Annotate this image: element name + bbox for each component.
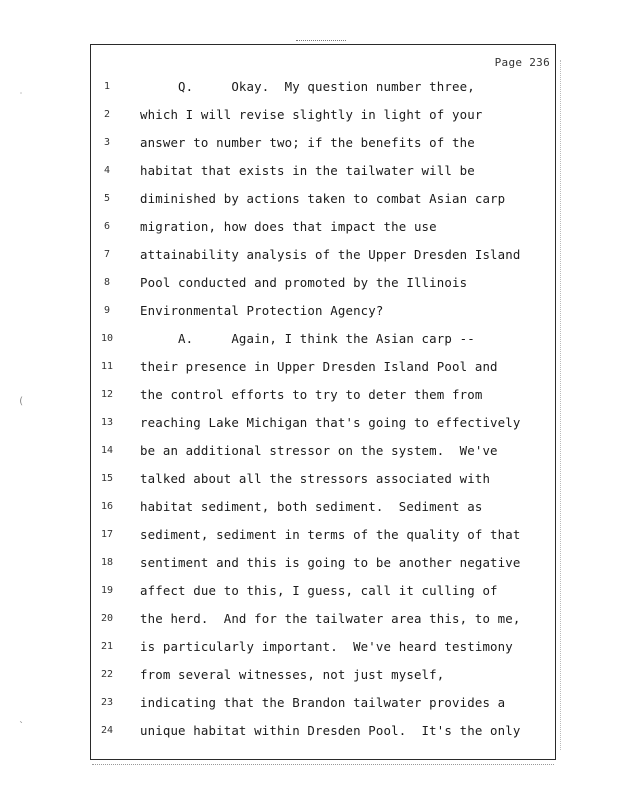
transcript-line bbox=[0, 610, 618, 630]
line-text: from several witnesses, not just myself, bbox=[140, 667, 445, 682]
line-number: 17 bbox=[100, 529, 114, 540]
line-number: 16 bbox=[100, 501, 114, 512]
line-number: 12 bbox=[100, 389, 114, 400]
line-text: indicating that the Brandon tailwater provides a bbox=[140, 695, 506, 710]
line-number: 23 bbox=[100, 697, 114, 708]
line-text: which I will revise slightly in light of your bbox=[140, 107, 483, 122]
left-margin-mark: ˎ bbox=[18, 712, 25, 723]
transcript-line bbox=[0, 134, 618, 154]
page-number: Page 236 bbox=[494, 56, 550, 69]
line-text: Environmental Protection Agency? bbox=[140, 303, 384, 318]
transcript-line bbox=[0, 554, 618, 574]
transcript-line bbox=[0, 302, 618, 322]
transcript-line bbox=[0, 638, 618, 658]
transcript-line bbox=[0, 386, 618, 406]
transcript-line bbox=[0, 470, 618, 490]
line-text: migration, how does that impact the use bbox=[140, 219, 437, 234]
line-text: their presence in Upper Dresden Island Pool and bbox=[140, 359, 498, 374]
line-text: the control efforts to try to deter them from bbox=[140, 387, 483, 402]
line-text: Pool conducted and promoted by the Illinois bbox=[140, 275, 468, 290]
line-number: 4 bbox=[103, 165, 111, 176]
left-margin-mark: ( bbox=[18, 396, 25, 407]
line-text: habitat sediment, both sediment. Sediment as bbox=[140, 499, 483, 514]
line-number: 20 bbox=[100, 613, 114, 624]
line-number: 11 bbox=[100, 361, 114, 372]
transcript-line bbox=[0, 274, 618, 294]
line-number: 15 bbox=[100, 473, 114, 484]
line-text: sediment, sediment in terms of the quality of that bbox=[140, 527, 521, 542]
line-number: 1 bbox=[103, 81, 111, 92]
line-text: be an additional stressor on the system. We've bbox=[140, 443, 498, 458]
line-text: the herd. And for the tailwater area this, to me, bbox=[140, 611, 521, 626]
transcript-line bbox=[0, 526, 618, 546]
line-text: Q. Okay. My question number three, bbox=[140, 79, 475, 94]
line-text: attainability analysis of the Upper Dresden Island bbox=[140, 247, 521, 262]
line-text: affect due to this, I guess, call it culling of bbox=[140, 583, 498, 598]
line-text: reaching Lake Michigan that's going to effectively bbox=[140, 415, 521, 430]
transcript-line bbox=[0, 78, 618, 98]
transcript-line bbox=[0, 330, 618, 350]
transcript-line bbox=[0, 106, 618, 126]
line-number: 10 bbox=[100, 333, 114, 344]
transcript-line bbox=[0, 666, 618, 686]
line-text: unique habitat within Dresden Pool. It's the only bbox=[140, 723, 521, 738]
top-scan-mark bbox=[296, 40, 346, 43]
line-number: 7 bbox=[103, 249, 111, 260]
transcript-line bbox=[0, 358, 618, 378]
line-text: talked about all the stressors associated with bbox=[140, 471, 491, 486]
transcript-line bbox=[0, 162, 618, 182]
transcript-line bbox=[0, 498, 618, 518]
line-number: 13 bbox=[100, 417, 114, 428]
transcript-line bbox=[0, 582, 618, 602]
line-number: 14 bbox=[100, 445, 114, 456]
line-number: 6 bbox=[103, 221, 111, 232]
line-number: 3 bbox=[103, 137, 111, 148]
line-number: 24 bbox=[100, 725, 114, 736]
line-number: 19 bbox=[100, 585, 114, 596]
transcript-line bbox=[0, 694, 618, 714]
line-text: A. Again, I think the Asian carp -- bbox=[140, 331, 475, 346]
line-text: diminished by actions taken to combat Asian carp bbox=[140, 191, 506, 206]
line-number: 9 bbox=[103, 305, 111, 316]
line-number: 8 bbox=[103, 277, 111, 288]
line-number: 5 bbox=[103, 193, 111, 204]
line-text: habitat that exists in the tailwater will be bbox=[140, 163, 475, 178]
transcript-line bbox=[0, 190, 618, 210]
transcript-line bbox=[0, 722, 618, 742]
line-number: 22 bbox=[100, 669, 114, 680]
transcript-line bbox=[0, 414, 618, 434]
line-text: sentiment and this is going to be another negative bbox=[140, 555, 521, 570]
line-text: is particularly important. We've heard testimony bbox=[140, 639, 513, 654]
transcript-line bbox=[0, 442, 618, 462]
line-number: 18 bbox=[100, 557, 114, 568]
transcript-line bbox=[0, 246, 618, 266]
transcript-line bbox=[0, 218, 618, 238]
line-number: 21 bbox=[100, 641, 114, 652]
line-text: answer to number two; if the benefits of the bbox=[140, 135, 475, 150]
left-margin-mark: ˙ bbox=[18, 92, 25, 103]
bottom-scan-mark bbox=[92, 764, 554, 768]
line-number: 2 bbox=[103, 109, 111, 120]
